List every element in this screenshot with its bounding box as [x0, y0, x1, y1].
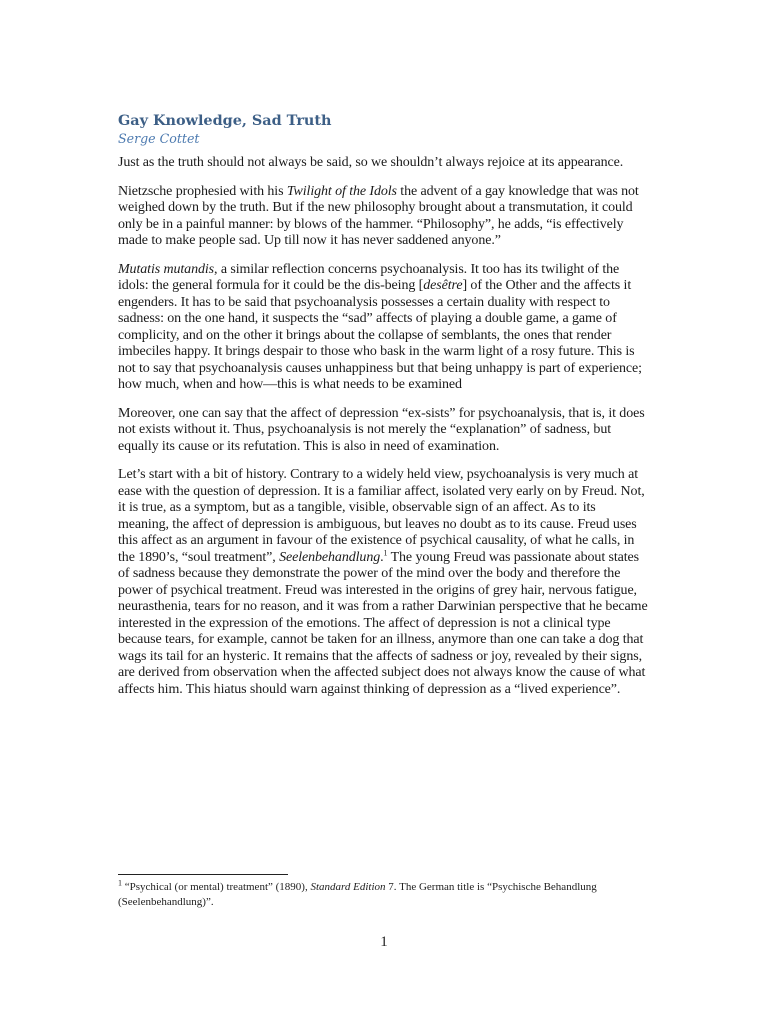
paragraph-4: Moreover, one can say that the affect of depression “ex-sists” for psychoanalysis, that is, it does not exists without it. Thus, psychoanalysis is not merely the “explanation” of sadness, but equally its cause or its refutation. This is also in need of examination. [118, 405, 645, 454]
footnote-source: Standard Edition [310, 881, 386, 893]
footnote-number: 1 [118, 878, 122, 888]
paragraph-3: Mutatis mutandis, a similar reflection concerns psychoanalysis. It too has its twilight of the idols: the general formula for it could be the dis-being [desêtre] of the Other and the affects it engenders. It has to be said that psychoanalysis possesses a certain duality with respect to sadness: on the one hand, it suspects the “sad” affects of playing a double game, a game of complicity, and on the other it brings about the collapse of semblants, the ones that render imbeciles happy. It brings despair to those who bask in the warm light of a rosy future. This is not to say that psychoanalysis causes unhappiness but that being unhappy is part of experience; how much, when and how—this is what needs to be examined [118, 261, 642, 392]
footnote-ref[interactable]: 1 [383, 547, 388, 557]
german-term: Seelenbehandlung [279, 549, 381, 565]
book-title-twilight: Twilight of the Idols [286, 183, 397, 199]
latin-phrase: Mutatis mutandis [118, 261, 215, 277]
author-name: Serge Cottet [118, 131, 200, 146]
page-number: 1 [380, 934, 388, 950]
footnote: $^1$ “Psychical (or mental) treatment” (1890), Standard Edition 7. The German title is “Psychische Behandlung (Seelenbehandlung)”. [118, 878, 597, 908]
paragraph-1: Just as the truth should not always be said, so we shouldn’t always rejoice at its appearance. [118, 155, 624, 170]
paragraph-5: Let’s start with a bit of history. Contrary to a widely held view, psychoanalysis is very much at ease with the question of depression. It is a familiar affect, isolated very early on by Freud. Not, it is true, as a symptom, but as a tangible, visible, observable sign of an affect. As to its meaning, the affect of depression is ambiguous, but leaves no doubt as to its cause. Freud uses this affect as an argument in favour of the existence of psychical causality, of what he calls, in the 1890’s, “soul treatment”, Seelenbehandlung.$^1$ The young Freud was passionate about states of sadness because they demonstrate the power of the mind over the body and therefore the power of psychical treatment. Freud was interested in the origins of grey hair, nervous fatigue, neurasthenia, tears for no reason, and it was from a rather Darwinian perspective that he became interested in the expression of the emotions. The affect of depression is not a clinical type because tears, for example, cannot be taken for an illness, anymore than one can take a dog that wags its tail for an hysteric. It remains that the affects of sadness or joy, revealed by their signs, are derived from observation when the affected subject does not always know the cause of what affects him. This hiatus should warn against thinking of depression as a “lived experience”. [118, 467, 648, 697]
french-term: desêtre [423, 278, 463, 293]
paragraph-2: Nietzsche prophesied with his Twilight of the Idols the advent of a gay knowledge that was not weighed down by the truth. But if the new philosophy brought about a transmutation, it could only be in a painful manner: by blows of the hammer. “Philosophy”, he adds, “is effectively made to make people sad. Up till now it has never saddened anyone.” [118, 183, 639, 248]
footnote-separator [118, 874, 288, 875]
document-body [118, 112, 648, 710]
document-title: Gay Knowledge, Sad Truth [118, 112, 332, 129]
